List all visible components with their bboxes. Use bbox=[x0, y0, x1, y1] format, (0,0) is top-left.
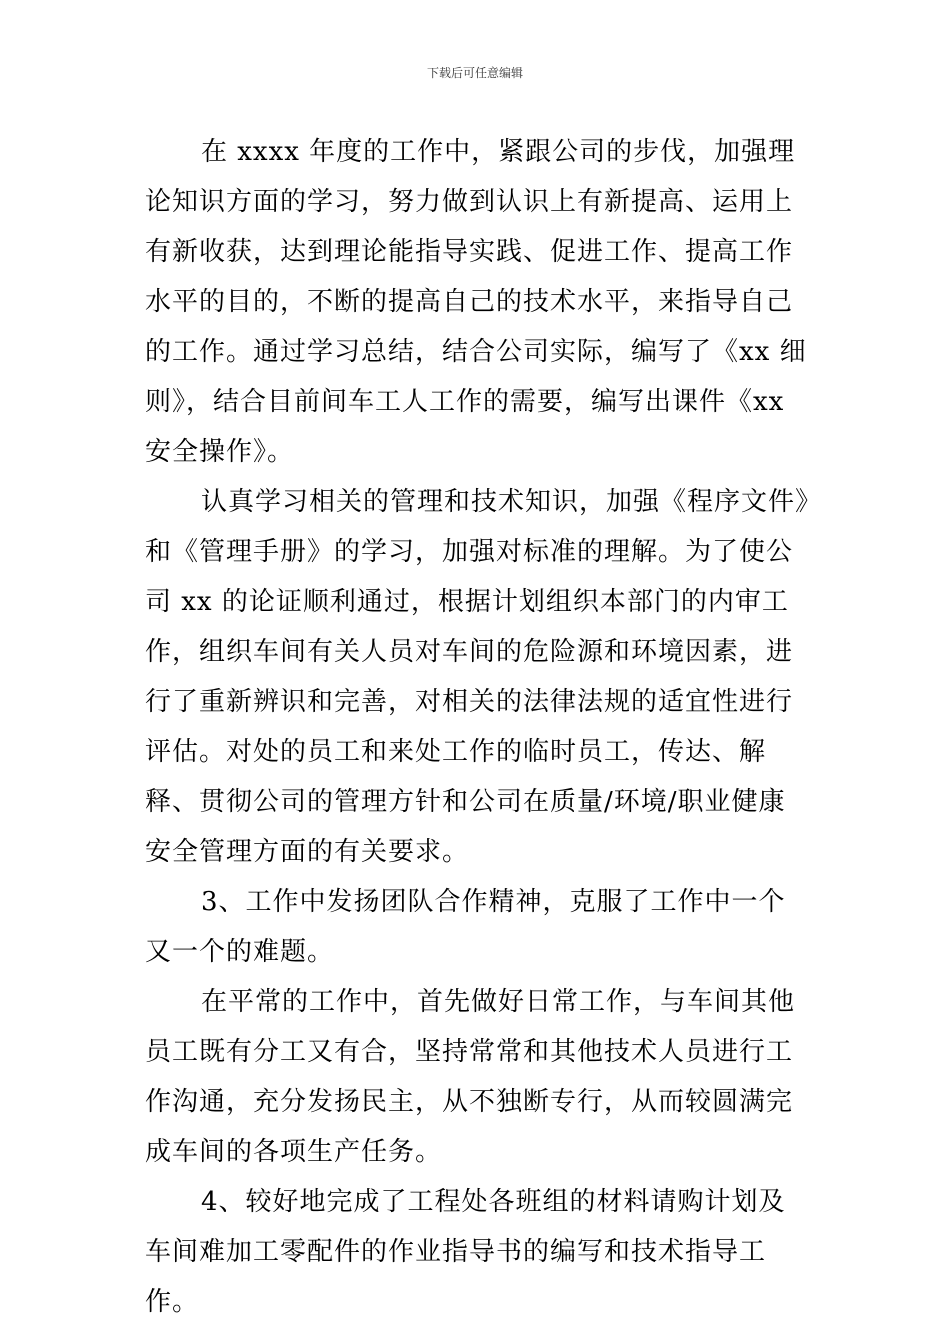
page-header: 下载后可任意编辑 bbox=[426, 66, 523, 80]
paragraph-teamwork: 3、工作中发扬团队合作精神，克服了工作中一个又一个的难题。 bbox=[145, 887, 786, 967]
paragraph-management-knowledge: 认真学习相关的管理和技术知识，加强《程序文件》和《管理手册》的学习，加强对标准的理解。为了使公司 xx 的论证顺利通过，根据计划组织本部门的内审工作，组织车间有关人员对车间的危险源和环境因素，进行了重新辨识和完善，对相关的法律法规的适宜性进行评估。对处的员工和来处工作的临时员工，传达、解释、贯彻公司的管理方针和公司在质量/环境/职业健康安全管理方面的有关要求。 bbox=[145, 487, 810, 867]
paragraph-annual-study: 在 xxxx 年度的工作中，紧跟公司的步伐，加强理论知识方面的学习，努力做到认识上有新提高、运用上有新收获，达到理论能指导实践、促进工作、提高工作水平的目的，不断的提高自己的技术水平，来指导自己的工作。通过学习总结，结合公司实际，编写了《xx 细则》，结合目前间车工人工作的需要，编写出课件《xx 安全操作》。 bbox=[145, 137, 807, 467]
paragraph-procurement-plan: 4、较好地完成了工程处各班组的材料请购计划及车间难加工零配件的作业指导书的编写和技术指导工作。 bbox=[145, 1187, 786, 1317]
document-body bbox=[145, 127, 809, 1327]
paragraph-daily-work: 在平常的工作中，首先做好日常工作，与车间其他员工既有分工又有合，坚持常常和其他技术人员进行工作沟通，充分发扬民主，从不独断专行，从而较圆满完成车间的各项生产任务。 bbox=[145, 987, 796, 1167]
